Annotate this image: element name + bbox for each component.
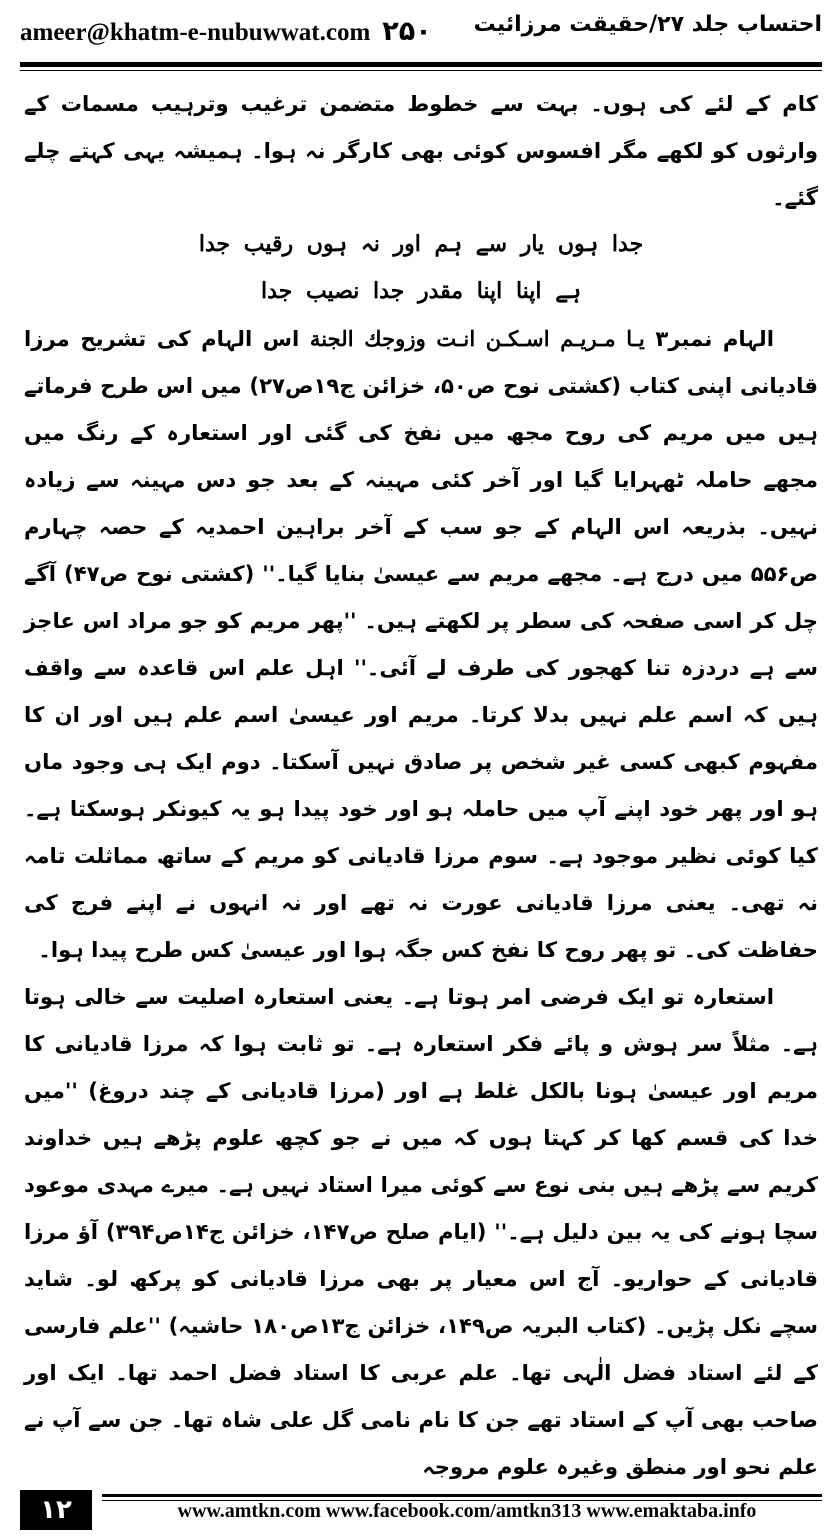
paragraph-2-text: اس الہام کی تشریح مرزا قادیانی اپنی کتاب (کشتی نوح ص۵۰، خزائن ج۱۹ص۲۷) میں اس طرح فرماتے ہیں میں مریم کی روح مجھ میں نفخ کی گئی اور استعارہ کے رنگ میں مجھے حاملہ ٹھہرایا گیا اور آخر کئی مہینہ کے بعد جو دس مہینہ سے زیادہ نہیں۔ بذریعہ اس الہام کے جو سب کے آخر براہین احمدیہ کے حصہ چہارم ص۵۵۶ میں درج ہے۔ مجھے مریم سے عیسیٰ بنایا گیا۔'' (کشتی نوح ص۴۷) آگے چل کر اسی صفحہ کی سطر پر لکھتے ہیں۔ ''پھر مریم کو جو مراد اس عاجز سے ہے دردزہ تنا کھجور کی طرف لے آئی۔'' اہل علم اس قاعدہ سے واقف ہیں کہ اسم علم نہیں بدلا کرتا۔ مریم اور عیسیٰ اسم علم ہیں اور ان کا مفہوم کبھی کسی غیر شخص پر صادق نہیں آسکتا۔ دوم ایک ہی وجود ماں ہو اور پھر خود اپنے آپ میں حاملہ ہو اور خود پیدا ہو یہ کیونکر ہوسکتا ہے۔ کیا کوئی نظیر موجود ہے۔ سوم مرزا قادیانی کو مریم کے ساتھ مماثلت تامہ نہ تھی۔ یعنی مرزا قادیانی عورت نہ تھے اور نہ انہوں نے اپنے فرج کی حفاظت کی۔ تو پھر روح کا نفخ کس جگہ ہوا اور عیسیٰ کس طرح پیدا ہوا۔ [24, 326, 818, 962]
footer-rule-thick [102, 1494, 822, 1497]
header-book-title: احتساب جلد ۲۷/حقیقت مرزائیت [473, 12, 822, 37]
header-rule-thin [20, 70, 822, 71]
verse-line-2: ہے اپنا اپنا مقدر جدا نصیب جدا [261, 278, 581, 304]
header-email[interactable]: ameer@khatm-e-nubuwwat.com [20, 19, 371, 46]
body-text [24, 80, 818, 1490]
verse-line-1: جدا ہوں یار سے ہم اور نہ ہوں رقیب جدا [198, 231, 644, 257]
header-page-marker: ۲۵۰ [382, 16, 432, 47]
paragraph-2 [24, 315, 818, 973]
ilham-label: الہام نمبر۳ [655, 326, 774, 351]
paragraph-1: کام کے لئے کی ہوں۔ بہت سے خطوط متضمن ترغیب وترہیب مسمات کے وارثوں کو لکھے مگر افسوس کوئی بھی کارگر نہ ہوا۔ ہمیشہ یہی کہتے چلے گئے۔ [24, 91, 818, 210]
header-left [20, 16, 432, 47]
page-header [20, 6, 822, 60]
footer-urls[interactable]: www.amtkn.com www.facebook.com/amtkn313 www.emaktaba.info [177, 1500, 757, 1522]
header-rule-thick [20, 62, 822, 67]
page-footer [20, 1490, 822, 1530]
paragraph-3: استعارہ تو ایک فرضی امر ہوتا ہے۔ یعنی استعارہ اصلیت سے خالی ہوتا ہے۔ مثلاً سر ہوش و پائے فکر استعارہ ہے۔ تو ثابت ہوا کہ مرزا قادیانی کا مریم اور عیسیٰ ہونا بالکل غلط ہے اور (مرزا قادیانی کے چند دروغ) ''میں خدا کی قسم کھا کر کہتا ہوں کہ میں نے جو کچھ علوم پڑھے ہیں خداوند کریم سے پڑھے ہیں بنی نوع سے کوئی میرا استاد نہیں ہے۔ میرے مہدی موعود سچا ہونے کی یہ بین دلیل ہے۔'' (ایام صلح ص۱۴۷، خزائن ج۱۴ص۳۹۴) آؤ مرزا قادیانی کے حواریو۔ آج اس معیار پر بھی مرزا قادیانی کو پرکھ لو۔ شاید سچے نکل پڑیں۔ (کتاب البریہ ص۱۴۹، خزائن ج۱۳ص۱۸۰ حاشیہ) ''علم فارسی کے لئے استاد فضل الٰہی تھا۔ علم عربی کا استاد فضل احمد تھا۔ ایک اور صاحب بھی آپ کے استاد تھے جن کا نام نامی گل علی شاہ تھا۔ جن سے آپ نے علم نحو اور منطق وغیرہ علوم مروجہ [24, 984, 819, 1479]
footer-page-number: ۱۲ [20, 1490, 92, 1530]
ilham-arabic-text: یـا مـریـم اسـکـن انـت وزوجك الجنة [309, 326, 645, 351]
